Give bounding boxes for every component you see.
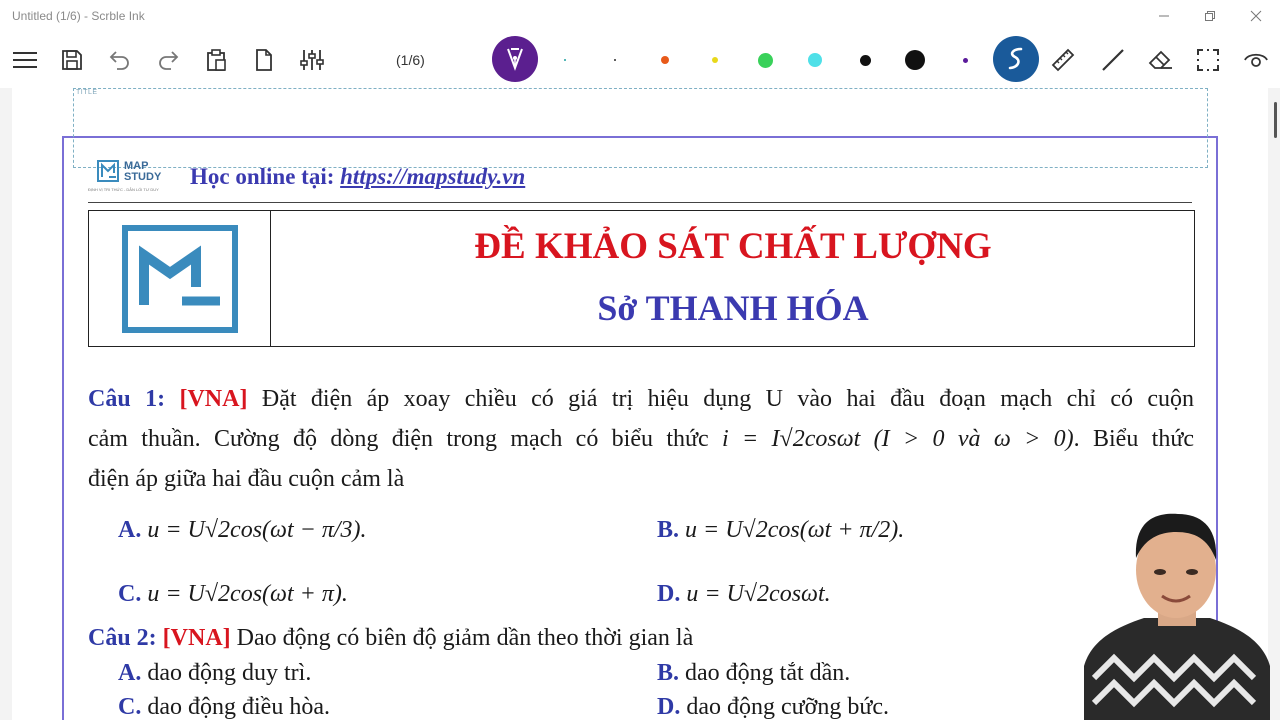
header-divider	[88, 202, 1192, 203]
option-letter: B.	[657, 660, 680, 686]
hamburger-icon	[12, 50, 38, 70]
sliders-icon	[299, 48, 325, 72]
logo-cell	[89, 211, 271, 346]
option-letter: D.	[657, 581, 681, 607]
website-link[interactable]: https://mapstudy.vn	[340, 164, 526, 189]
color-teal-small[interactable]	[549, 44, 581, 76]
color-dot-icon	[905, 50, 925, 70]
q1-option-b[interactable]	[657, 517, 904, 544]
view-button[interactable]	[1240, 44, 1272, 76]
restore-icon	[1204, 10, 1216, 22]
option-text: dao động điều hòa.	[147, 694, 330, 720]
color-dot-icon	[963, 58, 968, 63]
option-formula: u = U√2cos(ωt + π/2).	[685, 517, 905, 543]
q1-text-2: cảm thuần. Cường độ dòng điện trong mạch có biểu thức	[88, 426, 709, 452]
online-prefix: Học online tại:	[190, 164, 341, 189]
exam-subtitle: Sở THANH HÓA	[597, 288, 869, 328]
color-orange[interactable]	[649, 44, 681, 76]
q2-option-c[interactable]	[118, 694, 330, 720]
page-icon	[252, 48, 276, 72]
q2-label: Câu 2:	[88, 625, 157, 651]
page-indicator: (1/6)	[396, 52, 425, 68]
exam-title-table	[88, 210, 1195, 347]
option-text: dao động cưỡng bức.	[686, 694, 890, 720]
option-letter: C.	[118, 694, 142, 720]
color-dot-icon	[860, 55, 871, 66]
q2-option-a[interactable]	[118, 660, 311, 687]
q1-tag: [VNA]	[179, 386, 248, 412]
q1-text-2-tail: . Biểu thức	[1073, 426, 1194, 452]
toolbar	[0, 32, 1280, 88]
new-page-button[interactable]	[248, 44, 280, 76]
color-dot-icon	[758, 53, 773, 68]
option-text: dao động duy trì.	[147, 660, 312, 686]
presenter-webcam	[1084, 498, 1270, 720]
q2-line	[88, 625, 693, 652]
close-icon	[1250, 10, 1262, 22]
color-black-small[interactable]	[599, 44, 631, 76]
minimize-icon	[1158, 10, 1170, 22]
q1-line-1	[88, 386, 1194, 413]
undo-button[interactable]	[104, 44, 136, 76]
color-black-large[interactable]	[899, 44, 931, 76]
mapstudy-logo-icon	[122, 225, 238, 333]
option-formula: u = U√2cosωt.	[686, 581, 831, 607]
option-letter: D.	[657, 694, 681, 720]
menu-button[interactable]	[9, 44, 41, 76]
minimize-button[interactable]	[1144, 4, 1184, 28]
option-letter: C.	[118, 581, 142, 607]
eye-icon	[1242, 48, 1270, 72]
option-letter: A.	[118, 660, 142, 686]
settings-button[interactable]	[296, 44, 328, 76]
q1-label: Câu 1:	[88, 386, 166, 412]
eraser-tool[interactable]	[1145, 44, 1177, 76]
title-bar	[0, 0, 1280, 32]
color-dot-icon	[808, 53, 822, 67]
color-dot-icon	[564, 59, 566, 61]
lasso-select-icon	[1195, 47, 1221, 73]
vertical-scrollbar[interactable]	[1274, 102, 1277, 138]
option-formula: u = U√2cos(ωt − π/3).	[147, 517, 367, 543]
line-tool[interactable]	[1097, 44, 1129, 76]
color-dot-icon	[712, 57, 718, 63]
maximize-button[interactable]	[1190, 4, 1230, 28]
redo-button[interactable]	[152, 44, 184, 76]
q1-text-1: Đặt điện áp xoay chiều có giá trị hiệu dụng U vào hai đầu đoạn mạch chỉ có cuộn	[261, 386, 1195, 412]
color-purple[interactable]	[949, 44, 981, 76]
option-letter: B.	[657, 517, 680, 543]
title-box-label: TITLE	[76, 89, 98, 96]
color-green[interactable]	[749, 44, 781, 76]
redo-icon	[156, 48, 180, 72]
clipboard-icon	[204, 48, 228, 72]
option-text: dao động tắt dần.	[685, 660, 851, 686]
option-letter: A.	[118, 517, 142, 543]
fountain-pen-icon	[503, 46, 527, 72]
close-button[interactable]	[1236, 4, 1276, 28]
color-cyan[interactable]	[799, 44, 831, 76]
brand-text-bottom: STUDY	[124, 171, 162, 183]
brand-tagline: ĐỊNH VỊ TRI THỨC - DẪN LỐI TƯ DUY	[88, 187, 159, 192]
squiggle-icon	[1003, 45, 1029, 73]
window-title: Untitled (1/6) - Scrble Ink	[12, 9, 145, 23]
save-icon	[60, 48, 84, 72]
q1-option-c[interactable]	[118, 581, 348, 608]
q2-text: Dao động có biên độ giảm dần theo thời gian là	[236, 625, 694, 651]
fountain-pen-tool[interactable]	[492, 36, 538, 82]
online-line	[190, 164, 525, 190]
color-black-medium[interactable]	[849, 44, 881, 76]
q1-line-3: điện áp giữa hai đầu cuộn cảm là	[88, 466, 405, 492]
exam-title: ĐỀ KHẢO SÁT CHẤT LƯỢNG	[474, 226, 992, 267]
paste-button[interactable]	[200, 44, 232, 76]
q2-option-b[interactable]	[657, 660, 850, 687]
q1-option-a[interactable]	[118, 517, 367, 544]
q1-option-d[interactable]	[657, 581, 831, 608]
undo-icon	[108, 48, 132, 72]
line-icon	[1100, 47, 1126, 73]
color-dot-icon	[614, 59, 616, 61]
q1-line-2	[88, 426, 1194, 453]
color-dot-icon	[661, 56, 669, 64]
ruler-tool[interactable]	[1047, 44, 1079, 76]
eraser-icon	[1147, 47, 1175, 73]
selection-tool[interactable]	[1192, 44, 1224, 76]
q2-option-d[interactable]	[657, 694, 889, 720]
brand-text	[124, 161, 161, 183]
title-box[interactable]	[73, 88, 1208, 168]
option-formula: u = U√2cos(ωt + π).	[147, 581, 348, 607]
stroke-tool[interactable]	[993, 36, 1039, 82]
q1-math-current: i = I√2cosωt (I > 0 và ω > 0)	[722, 426, 1074, 452]
color-yellow[interactable]	[699, 44, 731, 76]
save-button[interactable]	[56, 44, 88, 76]
brand-text-top: MAP	[124, 160, 149, 172]
q2-tag: [VNA]	[162, 625, 231, 651]
ruler-icon	[1050, 47, 1076, 73]
